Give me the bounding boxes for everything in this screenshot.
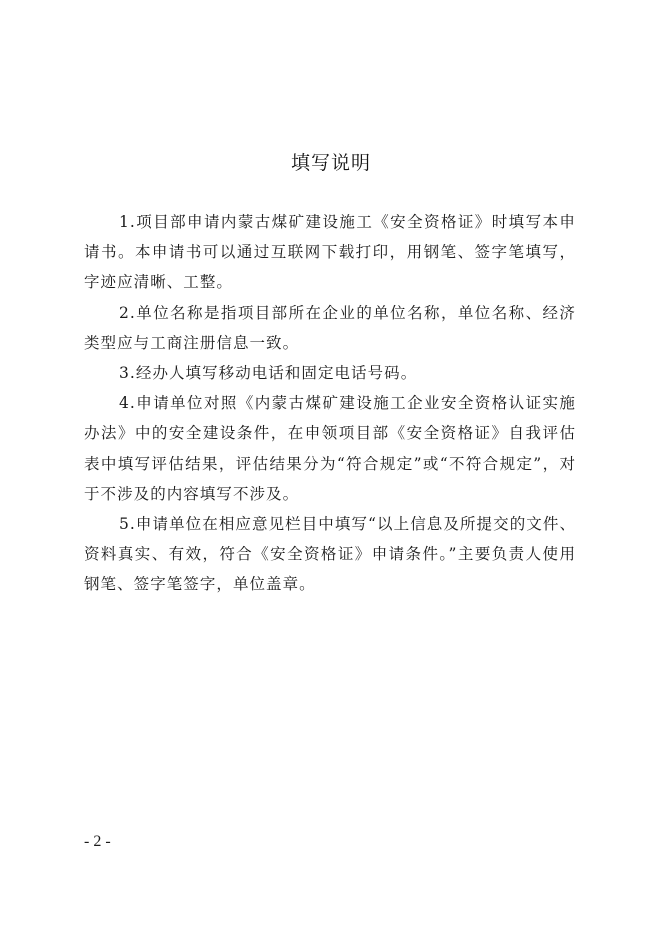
instruction-paragraph-4: 4.申请单位对照《内蒙古煤矿建设施工企业安全资格认证实施办法》中的安全建设条件，在申领项目部《安全资格证》自我评估表中填写评估结果，评估结果分为“符合规定”或“不符合规定”，对于不涉及的内容填写不涉及。 [84, 394, 576, 503]
instructions-body [84, 207, 576, 600]
instruction-paragraph-1: 1.项目部申请内蒙古煤矿建设施工《安全资格证》时填写本申请书。本申请书可以通过互联网下载打印，用钢笔、签字笔填写，字迹应清晰、工整。 [84, 213, 576, 292]
document-title: 填写说明 [290, 152, 371, 174]
instruction-paragraph-3: 3.经办人填写移动电话和固定电话号码。 [119, 364, 418, 383]
page-number: - 2 - [84, 833, 111, 850]
instruction-paragraph-2: 2.单位名称是指项目部所在企业的单位名称，单位名称、经济类型应与工商注册信息一致。 [84, 303, 576, 352]
instruction-paragraph-5: 5.申请单位在相应意见栏目中填写“以上信息及所提交的文件、资料真实、有效，符合《安全资格证》申请条件。”主要负责人使用钢笔、签字笔签字，单位盖章。 [84, 515, 576, 594]
